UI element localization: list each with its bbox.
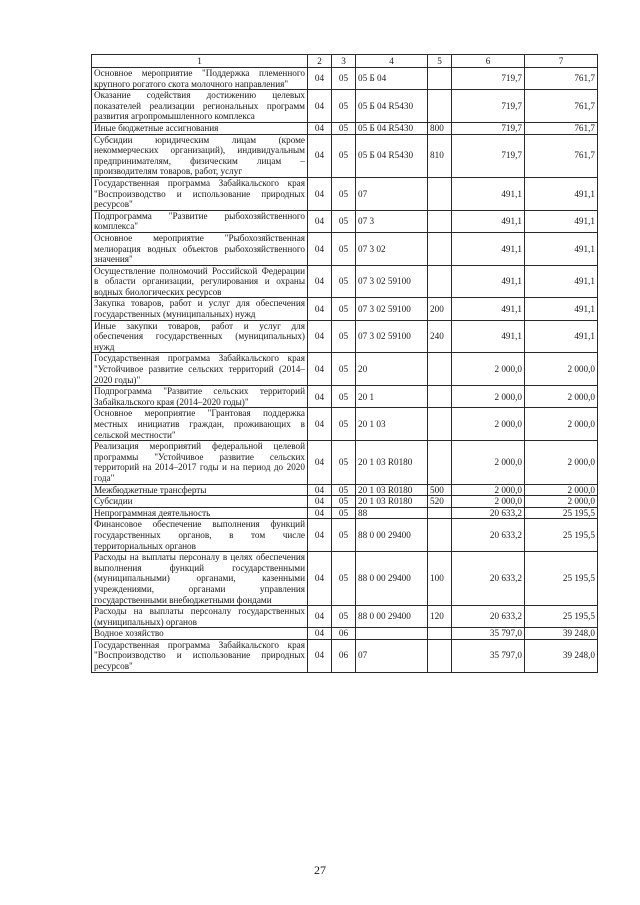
- subsection-cell: 05: [332, 606, 356, 628]
- subsection-cell: 05: [332, 519, 356, 552]
- chapter-cell: 04: [308, 90, 332, 123]
- amount-year2-cell: 761,7: [525, 122, 598, 134]
- table-row: [92, 210, 598, 232]
- row-name-cell: Межбюджетные трансферты: [92, 484, 308, 496]
- header-col-2: 2: [308, 55, 332, 68]
- target-article-cell: 20 1 03 R0180: [356, 441, 428, 484]
- header-col-5: 5: [428, 55, 452, 68]
- header-col-7: 7: [525, 55, 598, 68]
- target-article-cell: 88 0 00 29400: [356, 519, 428, 552]
- amount-year2-cell: 491,1: [525, 177, 598, 210]
- table-row: [92, 507, 598, 519]
- amount-year2-cell: 491,1: [525, 210, 598, 232]
- chapter-cell: 04: [308, 265, 332, 298]
- table-row: [92, 134, 598, 177]
- subsection-cell: 05: [332, 441, 356, 484]
- chapter-cell: 04: [308, 552, 332, 606]
- amount-year1-cell: 719,7: [452, 134, 525, 177]
- target-article-cell: 07 3 02 59100: [356, 298, 428, 320]
- amount-year2-cell: 39 248,0: [525, 628, 598, 640]
- target-article-cell: 07 3 02 59100: [356, 320, 428, 353]
- amount-year2-cell: 761,7: [525, 68, 598, 90]
- amount-year1-cell: 491,1: [452, 320, 525, 353]
- table-row: [92, 386, 598, 408]
- table-row: [92, 177, 598, 210]
- chapter-cell: 04: [308, 496, 332, 508]
- amount-year1-cell: 719,7: [452, 122, 525, 134]
- row-name-cell: Иные закупки товаров, работ и услуг для обеспечения государственных (муниципальных) нужд: [92, 320, 308, 353]
- amount-year1-cell: 20 633,2: [452, 606, 525, 628]
- table-row: [92, 90, 598, 123]
- expense-type-cell: [428, 353, 452, 386]
- table-header-row: [92, 55, 598, 68]
- table-row: [92, 265, 598, 298]
- chapter-cell: 04: [308, 441, 332, 484]
- chapter-cell: 04: [308, 507, 332, 519]
- expense-type-cell: [428, 386, 452, 408]
- row-name-cell: Реализация мероприятий федеральной целевой программы "Устойчивое развитие сельских территорий на 2014–2017 годы и на период до 2020 года": [92, 441, 308, 484]
- subsection-cell: 06: [332, 628, 356, 640]
- subsection-cell: 05: [332, 298, 356, 320]
- target-article-cell: 88: [356, 507, 428, 519]
- target-article-cell: 20 1: [356, 386, 428, 408]
- target-article-cell: 05 Б 04: [356, 68, 428, 90]
- amount-year2-cell: 39 248,0: [525, 639, 598, 672]
- target-article-cell: [356, 628, 428, 640]
- row-name-cell: Осуществление полномочий Российской Федерации в области организации, регулирования и охраны водных биологических ресурсов: [92, 265, 308, 298]
- chapter-cell: 04: [308, 122, 332, 134]
- amount-year2-cell: 491,1: [525, 265, 598, 298]
- target-article-cell: 88 0 00 29400: [356, 552, 428, 606]
- target-article-cell: 07: [356, 639, 428, 672]
- amount-year1-cell: 20 633,2: [452, 552, 525, 606]
- expense-type-cell: [428, 441, 452, 484]
- amount-year1-cell: 491,1: [452, 265, 525, 298]
- page-number: 27: [314, 863, 326, 877]
- amount-year2-cell: 2 000,0: [525, 484, 598, 496]
- row-name-cell: Иные бюджетные ассигнования: [92, 122, 308, 134]
- subsection-cell: 05: [332, 90, 356, 123]
- target-article-cell: 20 1 03: [356, 408, 428, 441]
- amount-year1-cell: 2 000,0: [452, 353, 525, 386]
- table-row: [92, 496, 598, 508]
- subsection-cell: 05: [332, 232, 356, 265]
- amount-year1-cell: 719,7: [452, 68, 525, 90]
- table-row: [92, 353, 598, 386]
- expense-type-cell: [428, 90, 452, 123]
- amount-year2-cell: 491,1: [525, 298, 598, 320]
- amount-year1-cell: 491,1: [452, 232, 525, 265]
- target-article-cell: 05 Б 04 R5430: [356, 90, 428, 123]
- expense-type-cell: [428, 507, 452, 519]
- row-name-cell: Основное мероприятие "Поддержка племенного крупного рогатого скота молочного направления": [92, 68, 308, 90]
- row-name-cell: Основное мероприятие "Рыбохозяйственная мелиорация водных объектов рыбохозяйственного значения": [92, 232, 308, 265]
- amount-year1-cell: 20 633,2: [452, 507, 525, 519]
- expense-type-cell: [428, 639, 452, 672]
- subsection-cell: 05: [332, 507, 356, 519]
- row-name-cell: Государственная программа Забайкальского края "Воспроизводство и использование природных ресурсов": [92, 639, 308, 672]
- budget-table: [91, 54, 598, 673]
- subsection-cell: 05: [332, 68, 356, 90]
- amount-year1-cell: 20 633,2: [452, 519, 525, 552]
- expense-type-cell: 120: [428, 606, 452, 628]
- row-name-cell: Расходы на выплаты персоналу государственных (муниципальных) органов: [92, 606, 308, 628]
- header-col-4: 4: [356, 55, 428, 68]
- expense-type-cell: [428, 519, 452, 552]
- amount-year1-cell: 35 797,0: [452, 639, 525, 672]
- chapter-cell: 04: [308, 298, 332, 320]
- amount-year2-cell: 2 000,0: [525, 408, 598, 441]
- amount-year2-cell: 491,1: [525, 320, 598, 353]
- row-name-cell: Финансовое обеспечение выполнения функций государственных органов, в том числе территориальных органов: [92, 519, 308, 552]
- subsection-cell: 05: [332, 408, 356, 441]
- row-name-cell: Подпрограмма "Развитие рыбохозяйственного комплекса": [92, 210, 308, 232]
- header-col-1: 1: [92, 55, 308, 68]
- chapter-cell: 04: [308, 320, 332, 353]
- chapter-cell: 04: [308, 134, 332, 177]
- target-article-cell: 88 0 00 29400: [356, 606, 428, 628]
- table-row: [92, 298, 598, 320]
- amount-year2-cell: 2 000,0: [525, 386, 598, 408]
- amount-year2-cell: 2 000,0: [525, 353, 598, 386]
- table-body: [92, 68, 598, 673]
- amount-year1-cell: 719,7: [452, 90, 525, 123]
- expense-type-cell: 240: [428, 320, 452, 353]
- table-row: [92, 320, 598, 353]
- subsection-cell: 05: [332, 552, 356, 606]
- subsection-cell: 05: [332, 134, 356, 177]
- header-col-3: 3: [332, 55, 356, 68]
- table-row: [92, 408, 598, 441]
- expense-type-cell: 200: [428, 298, 452, 320]
- expense-type-cell: [428, 210, 452, 232]
- subsection-cell: 05: [332, 484, 356, 496]
- chapter-cell: 04: [308, 232, 332, 265]
- subsection-cell: 05: [332, 177, 356, 210]
- row-name-cell: Закупка товаров, работ и услуг для обеспечения государственных (муниципальных) нужд: [92, 298, 308, 320]
- amount-year2-cell: 25 195,5: [525, 606, 598, 628]
- chapter-cell: 04: [308, 210, 332, 232]
- target-article-cell: 07 3: [356, 210, 428, 232]
- expense-type-cell: 500: [428, 484, 452, 496]
- chapter-cell: 04: [308, 519, 332, 552]
- expense-type-cell: [428, 408, 452, 441]
- amount-year2-cell: 2 000,0: [525, 441, 598, 484]
- table-row: [92, 122, 598, 134]
- amount-year2-cell: 761,7: [525, 90, 598, 123]
- table-row: [92, 639, 598, 672]
- amount-year2-cell: 491,1: [525, 232, 598, 265]
- row-name-cell: Субсидии юридическим лицам (кроме некоммерческих организаций), индивидуальным предпринимателям, физическим лицам – производителям товаров, работ, услуг: [92, 134, 308, 177]
- header-col-6: 6: [452, 55, 525, 68]
- table-row: [92, 519, 598, 552]
- table-row: [92, 441, 598, 484]
- table-row: [92, 552, 598, 606]
- table-row: [92, 606, 598, 628]
- amount-year2-cell: 761,7: [525, 134, 598, 177]
- amount-year1-cell: 2 000,0: [452, 496, 525, 508]
- table-row: [92, 68, 598, 90]
- amount-year1-cell: 491,1: [452, 210, 525, 232]
- table-row: [92, 232, 598, 265]
- expense-type-cell: [428, 628, 452, 640]
- amount-year1-cell: 2 000,0: [452, 386, 525, 408]
- row-name-cell: Водное хозяйство: [92, 628, 308, 640]
- target-article-cell: 07 3 02: [356, 232, 428, 265]
- expense-type-cell: [428, 232, 452, 265]
- chapter-cell: 04: [308, 606, 332, 628]
- target-article-cell: 05 Б 04 R5430: [356, 134, 428, 177]
- row-name-cell: Оказание содействия достижению целевых показателей реализации региональных программ развития агропромышленного комплекса: [92, 90, 308, 123]
- chapter-cell: 04: [308, 628, 332, 640]
- table-row: [92, 484, 598, 496]
- subsection-cell: 05: [332, 210, 356, 232]
- row-name-cell: Государственная программа Забайкальского края "Устойчивое развитие сельских территорий (2014–2020 годы)": [92, 353, 308, 386]
- chapter-cell: 04: [308, 639, 332, 672]
- subsection-cell: 05: [332, 353, 356, 386]
- expense-type-cell: 800: [428, 122, 452, 134]
- subsection-cell: 05: [332, 122, 356, 134]
- amount-year1-cell: 2 000,0: [452, 408, 525, 441]
- row-name-cell: Непрограммная деятельность: [92, 507, 308, 519]
- amount-year2-cell: 25 195,5: [525, 519, 598, 552]
- row-name-cell: Субсидии: [92, 496, 308, 508]
- chapter-cell: 04: [308, 408, 332, 441]
- amount-year1-cell: 2 000,0: [452, 441, 525, 484]
- subsection-cell: 05: [332, 386, 356, 408]
- amount-year2-cell: 25 195,5: [525, 552, 598, 606]
- row-name-cell: Основное мероприятие "Грантовая поддержка местных инициатив граждан, проживающих в сельской местности": [92, 408, 308, 441]
- target-article-cell: 20 1 03 R0180: [356, 484, 428, 496]
- target-article-cell: 05 Б 04 R5430: [356, 122, 428, 134]
- amount-year2-cell: 2 000,0: [525, 496, 598, 508]
- chapter-cell: 04: [308, 68, 332, 90]
- expense-type-cell: [428, 177, 452, 210]
- subsection-cell: 05: [332, 265, 356, 298]
- row-name-cell: Расходы на выплаты персоналу в целях обеспечения выполнения функций государственными (муниципальными) органами, казенными учреждениями, органами управления государственными внебюджетными фондами: [92, 552, 308, 606]
- expense-type-cell: 100: [428, 552, 452, 606]
- target-article-cell: 20 1 03 R0180: [356, 496, 428, 508]
- expense-type-cell: 810: [428, 134, 452, 177]
- subsection-cell: 05: [332, 496, 356, 508]
- amount-year1-cell: 491,1: [452, 298, 525, 320]
- target-article-cell: 20: [356, 353, 428, 386]
- chapter-cell: 04: [308, 177, 332, 210]
- chapter-cell: 04: [308, 353, 332, 386]
- target-article-cell: 07: [356, 177, 428, 210]
- amount-year1-cell: 491,1: [452, 177, 525, 210]
- subsection-cell: 06: [332, 639, 356, 672]
- expense-type-cell: [428, 265, 452, 298]
- subsection-cell: 05: [332, 320, 356, 353]
- amount-year1-cell: 35 797,0: [452, 628, 525, 640]
- chapter-cell: 04: [308, 386, 332, 408]
- row-name-cell: Подпрограмма "Развитие сельских территорий Забайкальского края (2014–2020 годы)": [92, 386, 308, 408]
- expense-type-cell: [428, 68, 452, 90]
- target-article-cell: 07 3 02 59100: [356, 265, 428, 298]
- chapter-cell: 04: [308, 484, 332, 496]
- amount-year2-cell: 25 195,5: [525, 507, 598, 519]
- expense-type-cell: 520: [428, 496, 452, 508]
- amount-year1-cell: 2 000,0: [452, 484, 525, 496]
- row-name-cell: Государственная программа Забайкальского края "Воспроизводство и использование природных ресурсов": [92, 177, 308, 210]
- table-row: [92, 628, 598, 640]
